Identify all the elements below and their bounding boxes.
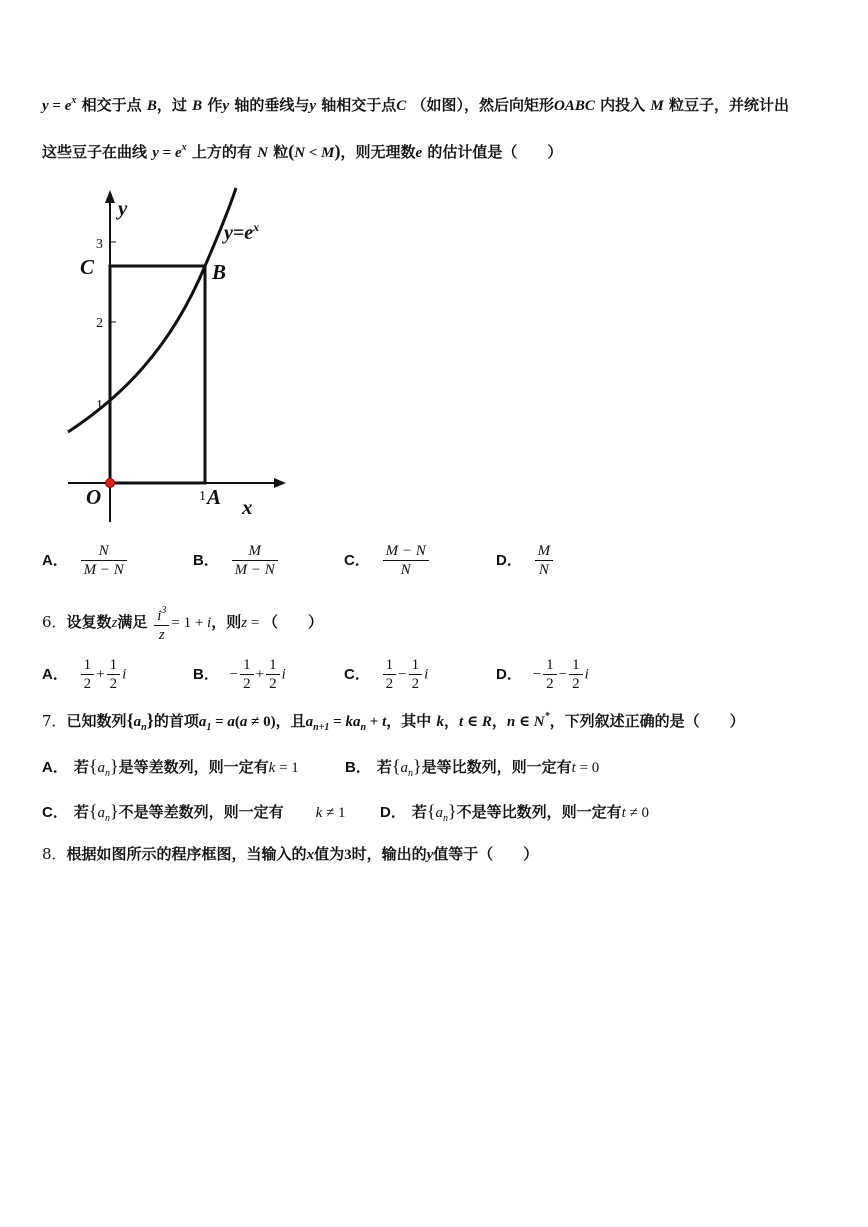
curve-label: $y=e^x$ <box>224 220 260 244</box>
q6-option-d[interactable]: D． − $\frac{1}{2}$ − $\frac{1}{2}$ i <box>496 657 589 692</box>
point-C-label: C <box>80 255 95 279</box>
origin-point <box>106 479 115 488</box>
y-tick-2-label: 2 <box>96 316 103 331</box>
q7-option-c[interactable]: C． 若$\{a_n\}$不是等差数列，则一定有 k ≠ 1 <box>42 801 346 824</box>
x-axis-label: x <box>242 495 253 519</box>
q5-option-b[interactable]: B． $\frac{M}{M - N}$ <box>193 542 280 579</box>
q6-option-b[interactable]: B． − $\frac{1}{2}$ + $\frac{1}{2}$ i <box>193 657 286 692</box>
y-tick-3-label: 3 <box>96 237 103 252</box>
q6-option-c[interactable]: C． $\frac{1}{2}$ − $\frac{1}{2}$ i <box>344 657 429 692</box>
q8-stem: 8．根据如图所示的程序框图，当输入的x值为3时，输出的y值等于（ ） <box>42 845 539 863</box>
q6-option-a[interactable]: A． $\frac{1}{2}$ + $\frac{1}{2}$ i <box>42 657 127 692</box>
point-O-label: O <box>86 485 102 509</box>
q5-line-2: 这些豆子在曲线 $y = e^x$ 上方的有 N 粒(N < M)，则无理数e 的估计值是（ ） <box>42 141 563 161</box>
x-axis-arrow <box>274 478 286 488</box>
x-tick-1-label: 1 <box>199 489 206 504</box>
y-axis-label: y <box>118 196 128 220</box>
q7-option-d[interactable]: D． 若$\{a_n\}$不是等比数列，则一定有t ≠ 0 <box>380 801 650 824</box>
q5-option-c[interactable]: C． $\frac{M - N}{N}$ <box>344 542 431 579</box>
q7-stem: 7．已知数列$\{a_n\}$的首项$a_1 = a(a \ne 0)$，且$a_{n+1} = ka_n + t$，其中 k，t ∈ R，n ∈ N*，下列叙述正确的是（ ） <box>42 710 745 733</box>
q7-option-a[interactable]: A． 若$\{a_n\}$是等差数列，则一定有k = 1 <box>42 756 299 779</box>
q7-option-b[interactable]: B． 若$\{a_n\}$是等比数列，则一定有t = 0 <box>345 756 600 779</box>
q5-option-a[interactable]: A． $\frac{N}{M - N}$ <box>42 542 129 579</box>
q5-line-1: $y = e^x$ 相交于点 B，过 B 作y 轴的垂线与y 轴相交于点C （如图），然后向矩形OABC 内投入 M 粒豆子，并统计出 <box>42 95 789 114</box>
y-axis-arrow <box>105 190 115 203</box>
q6-stem: 6．设复数z满足 $\frac{i^3}{z}$ = 1 + i，则z = （ ） <box>42 602 323 644</box>
y-tick-1-label: 1 <box>96 398 103 413</box>
q5-option-d[interactable]: D． $\frac{M}{N}$ <box>496 542 555 579</box>
point-B-label: B <box>212 260 227 284</box>
point-A-label: A <box>207 485 222 509</box>
exp-curve-figure <box>60 182 290 527</box>
exp-curve <box>68 188 236 432</box>
